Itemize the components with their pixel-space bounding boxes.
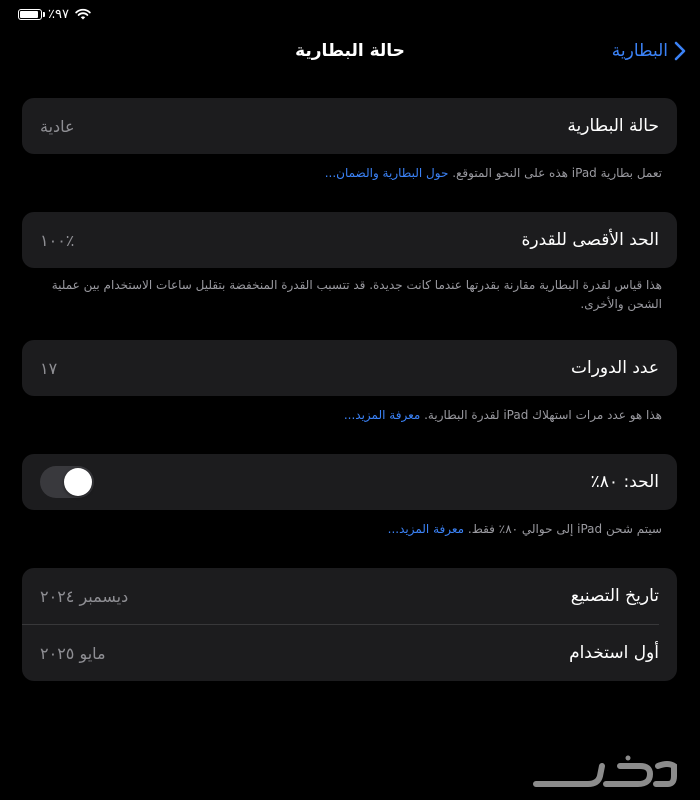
back-button-label: البطارية [611,41,668,61]
cycle-count-value: ١٧ [40,358,58,378]
status-bar [18,4,91,24]
max-capacity-value: ٪١٠٠ [40,230,75,250]
battery-health-card [22,98,677,154]
manufacture-date-row [22,568,677,624]
charge-limit-footnote-text: سيتم شحن iPad إلى حوالي ٨٠٪ فقط. [467,522,662,536]
first-use-row [22,625,677,681]
cycle-count-learn-more-link[interactable]: معرفة المزيد... [343,408,421,422]
battery-health-footnote [22,164,680,183]
max-capacity-label: الحد الأقصى للقدرة [521,230,659,250]
max-capacity-row [22,212,677,268]
max-capacity-footnote-text: هذا قياس لقدرة البطارية مقارنة بقدرتها عندما كانت جديدة. قد تتسبب القدرة المنخفضة بتقليل ساعات الاستخدام بين عملية الشحن والأخرى. [51,278,662,311]
charge-limit-learn-more-link[interactable]: معرفة المزيد... [387,522,465,536]
max-capacity-card [22,212,677,268]
battery-health-row[interactable] [22,98,677,154]
battery-warranty-link[interactable]: حول البطارية والضمان... [324,166,449,180]
cycle-count-footnote-text: هذا هو عدد مرات استهلاك iPad لقدرة البطارية. [424,408,662,422]
battery-health-label: حالة البطارية [567,116,659,136]
first-use-label: أول استخدام [569,643,659,663]
charge-limit-toggle[interactable] [40,466,94,498]
dates-card [22,568,677,681]
manufacture-date-value: ديسمبر ٢٠٢٤ [40,586,129,606]
cycle-count-row [22,340,677,396]
max-capacity-footnote [22,276,680,314]
battery-health-value: عادية [40,116,75,136]
charge-limit-card [22,454,677,510]
cycle-count-label: عدد الدورات [570,358,659,378]
battery-percentage: ٪٩٧ [48,6,69,22]
wifi-icon [75,8,91,20]
manufacture-date-label: تاريخ التصنيع [570,586,659,606]
charge-limit-label: الحد: ٨٠٪ [590,472,659,492]
battery-icon [18,9,42,20]
charge-limit-row [22,454,677,510]
page-title: حالة البطارية [295,41,405,61]
charge-limit-footnote [22,520,680,539]
battery-health-footnote-text: تعمل بطارية iPad هذه على النحو المتوقع. [452,166,662,180]
cycle-count-card [22,340,677,396]
first-use-value: مايو ٢٠٢٥ [40,643,106,663]
toggle-knob [64,468,92,496]
haraj-watermark-logo [528,754,678,794]
cycle-count-footnote [22,406,680,425]
navigation-bar [0,38,700,68]
